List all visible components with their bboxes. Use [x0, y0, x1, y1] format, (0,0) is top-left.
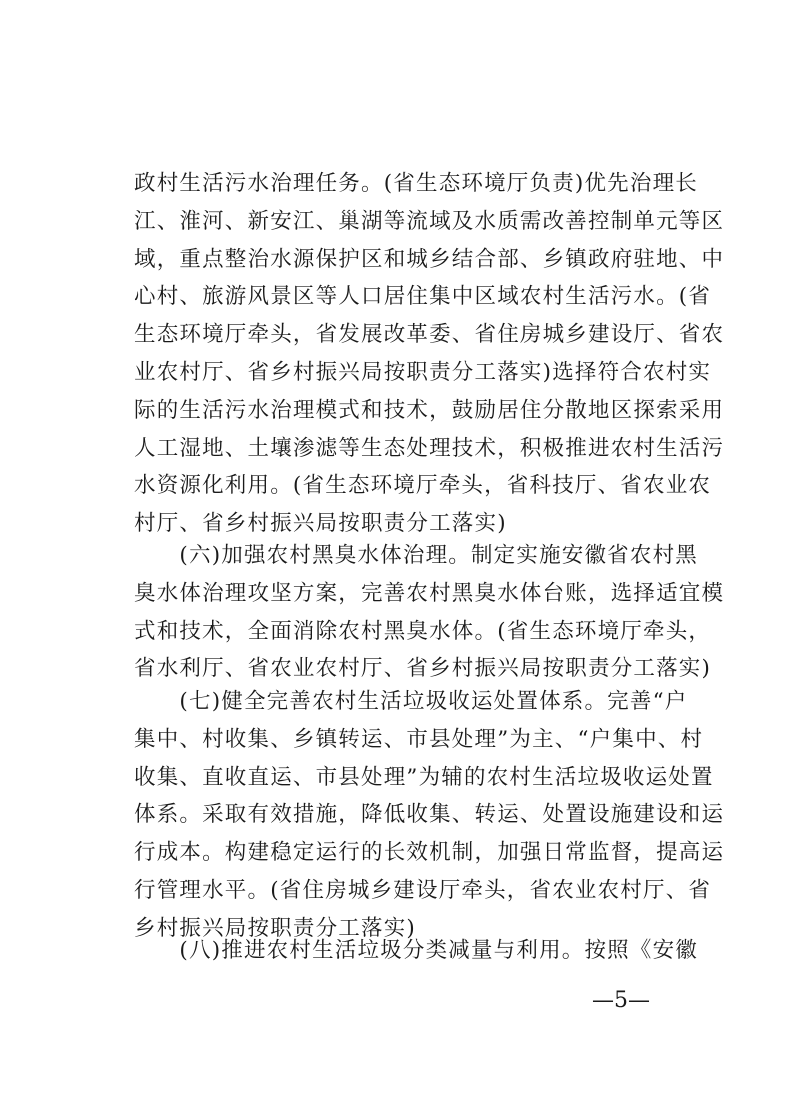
- text-line: 生态环境厅牵头，省发展改革委、省住房城乡建设厅、省农: [134, 322, 725, 348]
- page-number: —5—: [592, 988, 650, 1013]
- text-line: (八)推进农村生活垃圾分类减量与利用。按照《安徽: [134, 938, 698, 963]
- text-line: (六)加强农村黑臭水体治理。制定实施安徽省农村黑: [134, 543, 698, 568]
- text-line: 人工湿地、土壤渗滤等生态处理技术，积极推进农村生活污: [134, 435, 725, 461]
- text-line: (七)健全完善农村生活垃圾收运处置体系。完善“户: [134, 689, 688, 714]
- text-line: 行管理水平。(省住房城乡建设厅牵头，省农业农村厅、省: [134, 877, 712, 903]
- text-line: 业农村厅、省乡村振兴局按职责分工落实)选择符合农村实: [134, 359, 712, 385]
- text-line: 乡村振兴局按职责分工落实): [134, 915, 416, 941]
- paragraph-sewage-treatment: [134, 165, 725, 543]
- text-line: 集中、村收集、乡镇转运、市县处理”为主、“户集中、村: [134, 726, 704, 752]
- paragraph-black-odorous-water: [134, 537, 725, 688]
- text-line: 江、淮河、新安江、巢湖等流域及水质需改善控制单元等区: [134, 208, 725, 234]
- text-line: 式和技术，全面消除农村黑臭水体。(省生态环境厅牵头，: [134, 618, 712, 644]
- paragraph-waste-collection-system: [134, 683, 725, 948]
- paragraph-waste-sorting: [134, 932, 698, 970]
- text-line: 收集、直收直运、市县处理”为辅的农村生活垃圾收运处置: [134, 764, 714, 790]
- text-line: 际的生活污水治理模式和技术，鼓励居住分散地区探索采用: [134, 397, 725, 423]
- text-line: 心村、旅游风景区等人口居住集中区域农村生活污水。(省: [134, 284, 712, 310]
- text-line: 村厅、省乡村振兴局按职责分工落实): [134, 511, 507, 537]
- text-line: 水资源化利用。(省生态环境厅牵头，省科技厅、省农业农: [134, 473, 712, 499]
- text-line: 域，重点整治水源保护区和城乡结合部、乡镇政府驻地、中: [134, 246, 725, 272]
- text-line: 行成本。构建稳定运行的长效机制，加强日常监督，提高运: [134, 840, 725, 866]
- text-line: 政村生活污水治理任务。(省生态环境厅负责)优先治理长: [134, 171, 698, 196]
- text-line: 臭水体治理攻坚方案，完善农村黑臭水体台账，选择适宜模: [134, 580, 725, 606]
- text-line: 省水利厅、省农业农村厅、省乡村振兴局按职责分工落实): [134, 656, 712, 682]
- text-line: 体系。采取有效措施，降低收集、转运、处置设施建设和运: [134, 802, 725, 828]
